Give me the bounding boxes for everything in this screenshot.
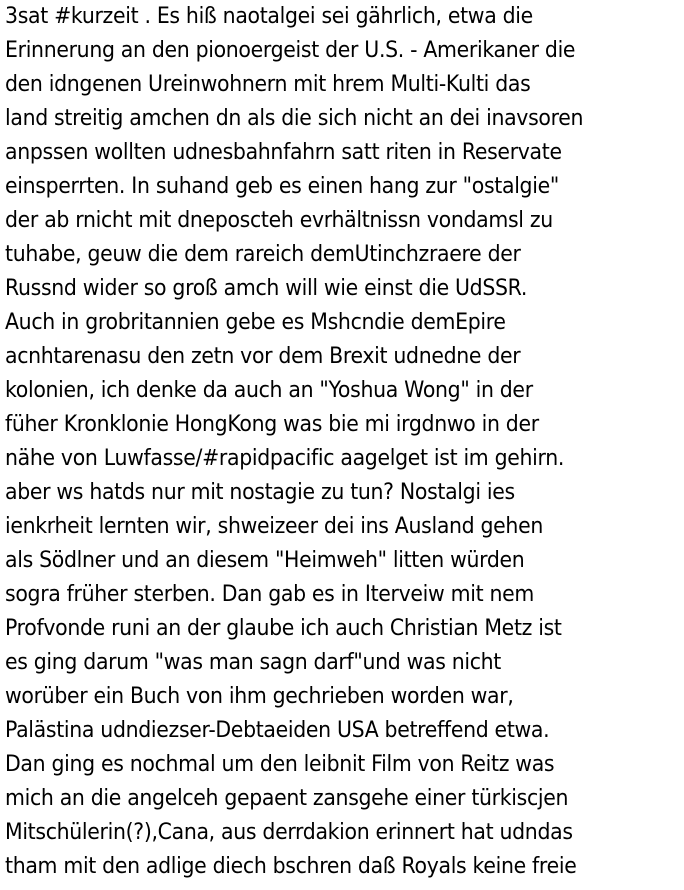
text-line: tuhabe, geuw die dem rareich demUtinchzraere der — [5, 242, 521, 267]
text-line: Palästina udndiezser-Debtaeiden USA betreffend etwa. — [5, 718, 550, 743]
text-line: tham mit den adlige diech bschren daß Royals keine freie — [5, 854, 577, 879]
text-line: Mitschülerin(?),Cana, aus derrdakion erinnert hat udndas — [5, 820, 573, 845]
document-text — [5, 0, 684, 890]
text-line: als Södlner und an diesem "Heimweh" litten würden — [5, 548, 525, 573]
text-line: 3sat #kurzeit . Es hiß naotalgei sei gährlich, etwa die — [5, 4, 533, 29]
text-line: Auch in grobritannien gebe es Mshcndie demEpire — [5, 310, 506, 335]
text-line: Dan ging es nochmal um den leibnit Film von Reitz was — [5, 752, 555, 777]
text-line: Profvonde runi an der glaube ich auch Christian Metz ist — [5, 616, 562, 641]
text-line: einsperrten. In suhand geb es einen hang zur "ostalgie" — [5, 174, 559, 199]
text-line: acnhtarenasu den zetn vor dem Brexit udnedne der — [5, 344, 521, 369]
text-line: nähe von Luwfasse/#rapidpacific aagelget ist im gehirn. — [5, 446, 565, 471]
text-line: sogra früher sterben. Dan gab es in Iterveiw mit nem — [5, 582, 534, 607]
text-line: anpssen wollten udnesbahnfahrn satt riten in Reservate — [5, 140, 562, 165]
text-line: aber ws hatds nur mit nostagie zu tun? Nostalgi ies — [5, 480, 515, 505]
text-line: den idngenen Ureinwohnern mit hrem Multi-Kulti das — [5, 72, 531, 97]
text-line: mich an die angelceh gepaent zansgehe einer türkiscjen — [5, 786, 569, 811]
text-line: land streitig amchen dn als die sich nicht an dei inavsoren — [5, 106, 584, 131]
text-line: es ging darum "was man sagn darf"und was nicht — [5, 650, 501, 675]
text-line: Erinnerung an den pionoergeist der U.S. - Amerikaner die — [5, 38, 576, 63]
text-line: kolonien, ich denke da auch an "Yoshua Wong" in der — [5, 378, 533, 403]
text-line: ienkrheit lernten wir, shweizeer dei ins Ausland gehen — [5, 514, 543, 539]
text-line: Russnd wider so groß amch will wie einst die UdSSR. — [5, 276, 528, 301]
text-line: füher Kronklonie HongKong was bie mi irgdnwo in der — [5, 412, 539, 437]
text-line: der ab rnicht mit dneposcteh evrhältnissn vondamsl zu — [5, 208, 553, 233]
text-line: worüber ein Buch von ihm gechrieben worden war, — [5, 684, 514, 709]
